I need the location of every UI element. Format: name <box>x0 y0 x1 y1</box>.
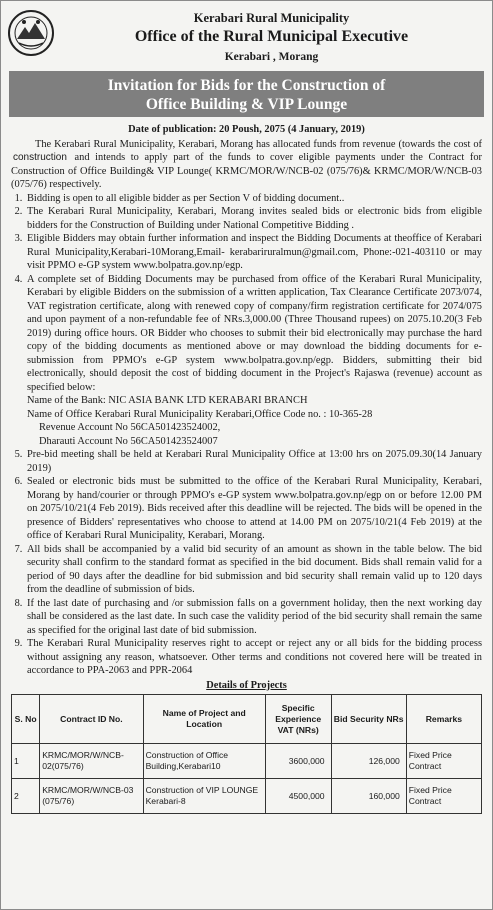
table-row <box>12 779 482 814</box>
condition-item: 2. The Kerabari Rural Municipality, Kerabari, Morang invites sealed bids or electronic bids from eligible bidders for the Construction of Building under National Competitive Bidding . <box>25 205 482 232</box>
column-header: S. No <box>12 695 40 744</box>
notice-title-line-2: Office Building & VIP Lounge <box>145 96 348 113</box>
condition-item: 8. If the last date of purchasing and /or submission falls on a government holiday, then the next working day shall be considered as the last date. In such case the validity period of the bid security shall remain the same as specified for the original last date of bid submission. <box>25 597 482 638</box>
condition-item: 6. Sealed or electronic bids must be submitted to the office of the Kerabari Rural Municipality, Kerabari, Morang by hand/courier or through PPMO's e-GP system www.bolpatra.gov.np/egp on or before 12.00 PM on 2075/10/21(4 Feb 2019). Bids received after this deadline will be rejected. The bids will be opened in the presence of Bidders' representatives who choose to attend at 14.00 PM on 2075/10/21(4 Feb 2019) at the office of Kerabari Rural Municipality, Kerabari, Morang. <box>25 475 482 543</box>
table-cell: 126,000 <box>331 744 406 779</box>
table-cell: KRMC/MOR/W/NCB-03 (075/76) <box>40 779 143 814</box>
handwritten-insert: construction <box>13 152 67 163</box>
column-header: Contract ID No. <box>40 695 143 744</box>
table-cell: Construction of Office Building,Kerabari10 <box>143 744 265 779</box>
condition-item: 5. Pre-bid meeting shall be held at Kerabari Rural Municipality Office at 13:00 hrs on 2075.09.30(14 January 2019) <box>25 448 482 475</box>
condition-item: 1. Bidding is open to all eligible bidder as per Section V of bidding document.. <box>25 192 482 206</box>
condition-item <box>25 273 482 449</box>
municipality-name: Kerabari Rural Municipality <box>193 11 350 25</box>
projects-table-title: Details of Projects <box>206 679 287 691</box>
bid-conditions-list <box>11 192 482 678</box>
intro-text-1: The Kerabari Rural Municipality, Kerabari, Morang has allocated funds from revenue (towards the cost of <box>35 138 482 150</box>
condition-item: 7. All bids shall be accompanied by a valid bid security of an amount as shown in the table below. The bid security shall confirm to the standard format as specified in the bid document. Bids shall remain valid for a period of 90 days after the deadline for bid submission and bid security shall remain valid up to 120 days from the deadline of submission of bids. <box>25 543 482 597</box>
office-location: Kerabari , Morang <box>224 51 319 63</box>
office-name: Office of the Rural Municipal Executive <box>134 28 409 45</box>
revenue-account: Revenue Account No 56CA501423524002, <box>39 422 221 433</box>
municipality-emblem-icon <box>7 9 55 57</box>
table-cell: 3600,000 <box>265 744 331 779</box>
intro-text-2: and intends to apply part of the funds to cover eligible payments under the Contract for Construction of Office Building& VIP Lounge( KRMC/MOR/W/NCB-02 (075/76)& KRMC/MOR/W/NCB-03 (075/76) respectively. <box>11 152 482 190</box>
table-cell: Fixed Price Contract <box>406 779 481 814</box>
column-header: Bid Security NRs <box>331 695 406 744</box>
table-cell: 2 <box>12 779 40 814</box>
table-row <box>12 744 482 779</box>
dharauti-account: Dharauti Account No 56CA501423524007 <box>39 435 218 447</box>
table-cell: Construction of VIP LOUNGE Kerabari-8 <box>143 779 265 814</box>
table-header-row <box>12 695 482 744</box>
column-header: Name of Project and Location <box>143 695 265 744</box>
condition-item: 9. The Kerabari Rural Municipality reserves right to accept or reject any or all bids for the bidding process without assigning any reason, whatsoever. Other terms and conditions not covered here will be treated in accordance to PPA-2063 and PPR-2064 <box>25 637 482 678</box>
table-cell: KRMC/MOR/W/NCB-02(075/76) <box>40 744 143 779</box>
condition-item: 3. Eligible Bidders may obtain further information and inspect the Bidding Documents at theoffice of Kerabari Rural Municipality,Kerabari-10Morang,Email- kerabariruralmun@gmail.com, Phone:-021-403110 or may visit PPMO e-GP system www.bolpatra.gov.np/egp. <box>25 232 482 273</box>
condition-text: A complete set of Bidding Documents may be purchased from office of the Kerabari Rural Municipality, Kerabari by eligible Bidders on the submission of a written application, Tax Clearance Certificate 2073/074, VAT registration certificate, along with renewed copy of company/firm registration certificate for 2074/075 and upon payment of a non-refundable fee of NRs.3,000.00 (Three Thousand rupees) on 2075.10.20(3 Feb 2019) during office hours. OR Bidder who chooses to submit their bid electronically may purchase the hard copy of the bidding documents as mentioned above or may download the bidding documents for e-submission from PPMO's e-GP system www.bolpatra.gov.np/egp. Bidders, submitting their bid electronically, should deposit the cost of bidding document in the Project's Rajaswa (revenue) account as specified below: <box>27 273 482 393</box>
office-code: Name of Office Kerabari Rural Municipality Kerabari,Office Code no. : 10-365-28 <box>27 408 373 420</box>
column-header: Specific Experience VAT (NRs) <box>265 695 331 744</box>
intro-paragraph <box>11 138 482 192</box>
notice-title-line-1: Invitation for Bids for the Construction of <box>107 77 386 94</box>
table-cell: Fixed Price Contract <box>406 744 481 779</box>
bank-name: Name of the Bank: NIC ASIA BANK LTD KERABARI BRANCH <box>27 395 308 406</box>
table-cell: 1 <box>12 744 40 779</box>
notice-title-banner <box>9 71 484 117</box>
notice-body <box>11 123 482 814</box>
table-cell: 4500,000 <box>265 779 331 814</box>
bank-details <box>27 394 482 448</box>
column-header: Remarks <box>406 695 481 744</box>
publication-date: Date of publication: 20 Poush, 2075 (4 January, 2019) <box>128 124 365 135</box>
projects-table <box>11 694 482 814</box>
table-cell: 160,000 <box>331 779 406 814</box>
